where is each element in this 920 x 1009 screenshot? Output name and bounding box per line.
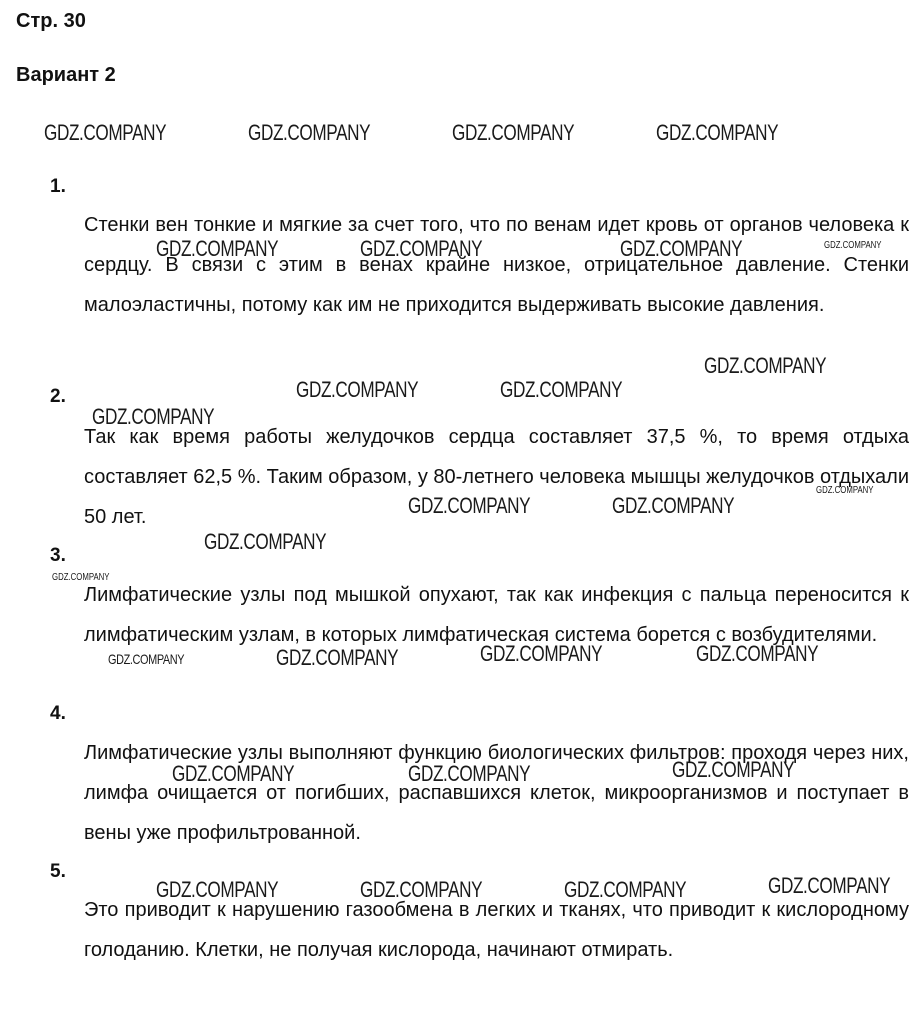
watermark: GDZ.COMPANY [672,757,795,782]
watermark: GDZ.COMPANY [824,240,882,251]
watermark: GDZ.COMPANY [172,761,295,786]
watermark: GDZ.COMPANY [704,353,827,378]
variant-title: Вариант 2 [16,64,116,86]
watermark: GDZ.COMPANY [360,236,483,261]
watermark: GDZ.COMPANY [276,645,399,670]
watermark: GDZ.COMPANY [92,404,215,429]
watermark: GDZ.COMPANY [408,493,531,518]
watermark: GDZ.COMPANY [156,236,279,261]
question-number-4: 4. [50,703,66,724]
page-title: Стр. 30 [16,10,86,32]
answer-text-2: Так как время работы желудочков сердца составляет 37,5 %, то время отдыха составляет 62,5 %. Таким образом, у 80-летнего человека мышцы желудочков отдыхали 50 лет. [84,426,909,528]
question-number-5: 5. [50,861,66,882]
watermark: GDZ.COMPANY [816,485,874,496]
question-number-2: 2. [50,386,66,407]
watermark: GDZ.COMPANY [52,572,110,583]
watermark: GDZ.COMPANY [296,377,419,402]
watermark: GDZ.COMPANY [248,120,371,145]
watermark: GDZ.COMPANY [564,877,687,902]
answer-text-3: Лимфатические узлы под мышкой опухают, так как инфекция с пальца переносится к лимфатическим узлам, в которых лимфатическая система борется с возбудителями. [84,584,909,646]
watermark: GDZ.COMPANY [620,236,743,261]
watermark: GDZ.COMPANY [108,651,185,667]
answer-text-5: Это приводит к нарушению газообмена в легких и тканях, что приводит к кислородному голоданию. Клетки, не получая кислорода, начинают отмирать. [84,899,909,961]
watermark: GDZ.COMPANY [612,493,735,518]
answer-text-1: Стенки вен тонкие и мягкие за счет того, что по венам идет кровь от органов человека к сердцу. В связи с этим в венах крайне низкое, отрицательное давление. Стенки малоэластичны, потому как им не приходится выдерживать высокие давления. [84,214,909,316]
watermark: GDZ.COMPANY [204,529,327,554]
watermark: GDZ.COMPANY [696,641,819,666]
watermark: GDZ.COMPANY [500,377,623,402]
watermark: GDZ.COMPANY [156,877,279,902]
answer-text-4: Лимфатические узлы выполняют функцию биологических фильтров: проходя через них, лимфа очищается от погибших, распавшихся клеток, микроорганизмов и поступает в вены уже профильтрованной. [84,742,909,844]
watermark: GDZ.COMPANY [768,873,891,898]
question-number-1: 1. [50,176,66,197]
watermark: GDZ.COMPANY [452,120,575,145]
watermark: GDZ.COMPANY [360,877,483,902]
watermark: GDZ.COMPANY [480,641,603,666]
question-number-3: 3. [50,545,66,566]
watermark: GDZ.COMPANY [656,120,779,145]
watermark: GDZ.COMPANY [408,761,531,786]
watermark: GDZ.COMPANY [44,120,167,145]
